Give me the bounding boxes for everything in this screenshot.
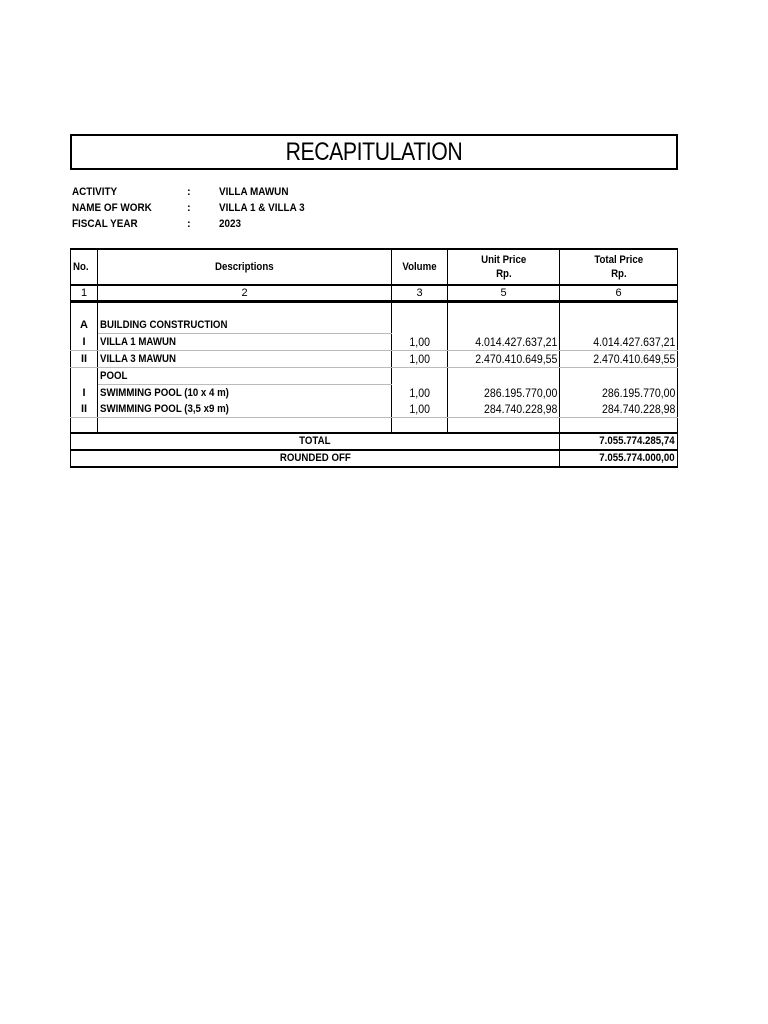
row-no: A (71, 317, 98, 334)
info-value: VILLA 1 & VILLA 3 (219, 202, 305, 214)
row-no (71, 368, 98, 385)
table-header-row (71, 249, 678, 285)
row-total-price (560, 368, 678, 385)
col-number: 1 (71, 285, 98, 302)
row-desc: VILLA 3 MAWUN (98, 351, 392, 368)
total-row (71, 433, 678, 450)
info-separator: : (187, 186, 191, 198)
column-number-row (71, 285, 678, 302)
row-total-price: 4.014.427.637,21 (560, 334, 678, 351)
header-descriptions: Descriptions (98, 249, 392, 285)
header-total-price: Total Price Rp. (560, 249, 678, 285)
row-volume: 1,00 (392, 401, 448, 418)
row-desc: SWIMMING POOL (10 x 4 m) (98, 385, 392, 402)
info-label: ACTIVITY (72, 186, 118, 198)
table-row (71, 351, 678, 368)
row-volume (392, 317, 448, 334)
title-text: RECAPITULATION (285, 137, 463, 166)
row-desc: BUILDING CONSTRUCTION (98, 317, 392, 334)
info-label: NAME OF WORK (72, 202, 152, 214)
row-desc: POOL (98, 368, 392, 385)
row-no: II (71, 401, 98, 418)
row-total-price: 286.195.770,00 (560, 385, 678, 402)
col-number: 2 (98, 285, 392, 302)
row-total-price: 2.470.410.649,55 (560, 351, 678, 368)
row-unit-price: 2.470.410.649,55 (448, 351, 560, 368)
table-row (71, 401, 678, 418)
spacer-row (71, 418, 678, 434)
rounded-row (71, 450, 678, 467)
row-no: II (71, 351, 98, 368)
row-unit-price: 4.014.427.637,21 (448, 334, 560, 351)
table-row (71, 385, 678, 402)
document-title (70, 134, 678, 170)
col-number: 5 (448, 285, 560, 302)
info-separator: : (187, 218, 191, 230)
row-desc: VILLA 1 MAWUN (98, 334, 392, 351)
row-unit-price: 284.740.228,98 (448, 401, 560, 418)
row-unit-price (448, 368, 560, 385)
header-volume: Volume (392, 249, 448, 285)
spacer-row (71, 302, 678, 318)
table-row (71, 334, 678, 351)
rounded-label: ROUNDED OFF (71, 450, 560, 467)
info-separator: : (187, 202, 191, 214)
row-unit-price (448, 317, 560, 334)
info-label: FISCAL YEAR (72, 218, 138, 230)
recap-table (70, 248, 678, 468)
table-row (71, 368, 678, 385)
row-volume (392, 368, 448, 385)
total-value: 7.055.774.285,74 (560, 433, 678, 450)
table-row (71, 317, 678, 334)
row-no: I (71, 385, 98, 402)
row-total-price: 284.740.228,98 (560, 401, 678, 418)
row-unit-price: 286.195.770,00 (448, 385, 560, 402)
header-no: No. (71, 249, 98, 285)
row-volume: 1,00 (392, 351, 448, 368)
rounded-value: 7.055.774.000,00 (560, 450, 678, 467)
row-no: I (71, 334, 98, 351)
row-volume: 1,00 (392, 385, 448, 402)
info-value: 2023 (219, 218, 242, 230)
col-number: 6 (560, 285, 678, 302)
row-desc: SWIMMING POOL (3,5 x9 m) (98, 401, 392, 418)
total-label: TOTAL (71, 433, 560, 450)
row-volume: 1,00 (392, 334, 448, 351)
row-total-price (560, 317, 678, 334)
info-value: VILLA MAWUN (219, 186, 289, 198)
col-number: 3 (392, 285, 448, 302)
header-unit-price: Unit Price Rp. (448, 249, 560, 285)
